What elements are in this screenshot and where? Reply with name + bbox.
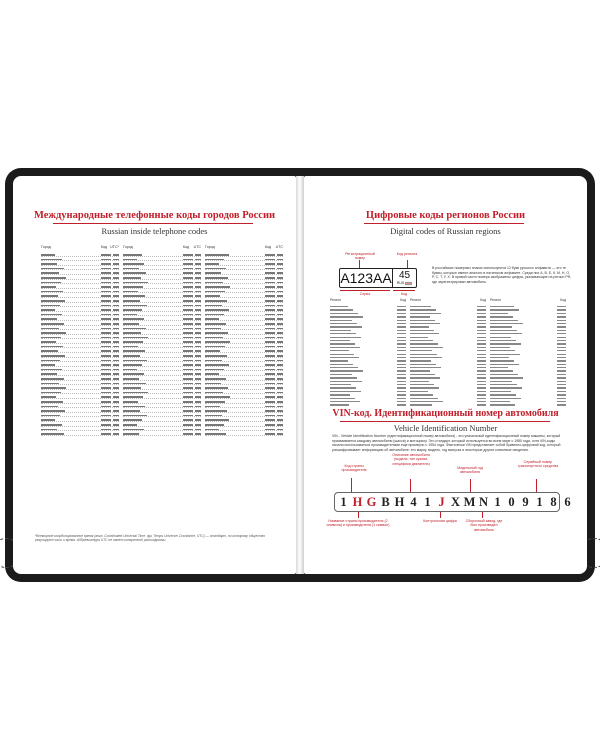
vin-code [338,494,573,510]
vin-pointer [358,512,359,518]
vin-character: 9 [522,494,529,509]
page-spine [296,176,304,574]
vin-character: 1 [424,494,431,509]
phone-table-header-cell: Код [182,245,189,249]
phone-codes-column-1 [41,245,119,436]
phone-table-header-cell: Город [123,245,133,249]
planner-spread [5,168,595,582]
table-row [41,431,119,436]
vin-character: 6 [564,494,571,509]
region-table-header-cell: Регион [490,298,501,302]
vin-subtitle: Vehicle Identification Number [393,423,498,433]
vin-pointer [482,512,483,518]
vin-character: B [381,494,390,509]
vin-pointer [410,479,411,492]
left-page [13,176,296,574]
plate-series-bracket [340,290,390,291]
title-rule [364,223,524,224]
region-table-header [410,298,486,302]
plate-label-region: Код региона [396,252,418,256]
license-plate [339,268,417,288]
table-row [490,403,566,406]
plate-number: А123АА [340,270,392,286]
plate-pointer [407,260,408,268]
plate-pointer [359,260,360,268]
phone-table-header [205,245,283,249]
vin-character: G [366,494,377,509]
vin-label-check-digit: Контрольная цифра [423,519,457,523]
vin-label-serial-number: Серийный номер транспортного средства [517,460,559,469]
phone-codes-column-3 [205,245,283,436]
plate-label-series: Серия [359,292,371,296]
vin-character: H [394,494,405,509]
vin-title-rule [340,421,550,422]
vin-label-manufacturer: Название страны производителя (2 символа) и производителя (1 символ) [326,519,390,528]
vin-pointer [440,512,441,518]
phone-table-header-cell: Город [205,245,215,249]
phone-codes-column-2 [123,245,201,436]
vin-label-model-year: Модельный год автомобиля [457,466,483,475]
vin-character: 0 [508,494,515,509]
russian-flag-icon [405,282,412,285]
vin-character: H [352,494,363,509]
vin-pointer [470,479,471,492]
vin-character: 4 [410,494,417,509]
phone-table-header-cell: UTC [193,245,201,249]
plate-description: В российских номерных знаках используются 12 букв русского алфавита — это те буквы, которые имеют аналоги в латинском алфавите. Среди них А, В, Е, К, М, Н, О, Р, С, Т, У, Х. В правой части номера изображены цифры, указывающие на регион РФ, где зарегистрирован автомобиль. [432,266,572,285]
table-row [330,403,406,406]
vin-character: N [478,494,489,509]
phone-table-header-cell: UTC* [110,245,119,249]
phone-table-header-cell: UTC [275,245,283,249]
region-codes-subtitle: Digital codes of Russian regions [390,226,501,236]
title-rule [53,223,253,224]
vin-character: 8 [550,494,557,509]
region-table-header-cell: Код [400,298,406,302]
table-row [205,431,283,436]
utc-footnote: *Всемирное координированное время (англ. Coordinated Universal Time, фр. Temps Universel Coordonné, UTC) — стандарт, по которому общество регулирует часы и время. Аббревиатура UTC не имеет конкретной расшифровки. [35,534,266,543]
phone-table-header [41,245,119,249]
region-table-header-cell: Код [480,298,486,302]
table-row [123,431,201,436]
plate-country: RUS [396,281,405,285]
vin-character: 1 [340,494,347,509]
region-table-header [490,298,566,302]
table-row [410,403,486,406]
vin-character: J [438,494,445,509]
plate-label-code: Код [400,292,408,296]
vin-pointer [536,479,537,492]
vin-pointer [351,478,352,492]
phone-table-header [123,245,201,249]
vin-label-assembly-plant: Сборочный завод, где был произведен автомобиль [465,519,503,532]
region-codes-column-1 [330,298,406,407]
vin-character: M [463,494,476,509]
vin-label-vehicle-description: Описание автомобиля (модель, тип кузова, специфика двигателя) [392,453,430,466]
phone-codes-subtitle: Russian inside telephone codes [101,226,208,236]
vin-character: 1 [536,494,543,509]
region-codes-title: Цифровые коды регионов России [365,210,526,221]
region-codes-column-2 [410,298,486,407]
phone-codes-title: Международные телефонные коды городов России [33,210,276,221]
plate-country-row [397,281,412,285]
vin-title: VIN-код. Идентификационный номер автомобиля [332,408,559,419]
phone-table-header-cell: Код [100,245,107,249]
region-table-header [330,298,406,302]
plate-label-number: Регистрационный номер [345,252,375,261]
region-codes-column-3 [490,298,566,407]
right-page [304,176,587,574]
phone-table-header-cell: Город [41,245,51,249]
region-table-header-cell: Код [560,298,566,302]
vin-character: X [450,494,461,509]
phone-table-header-cell: Код [264,245,271,249]
region-table-header-cell: Регион [410,298,421,302]
vin-description: VIN - Vehicle Identification Number (идентификационный номер автомобиля) - это уникальный идентификационный номер машины, который присваивается каждому автомобилю (шасси) и мотоциклу. Это стандарт, который используется во всем мире с 1980 года, хотя VIN-коды начали использоваться производителями еще примерно с 1954 года. Фактически VIN представляет собой буквенно-цифровой код, который расшифровывает информацию об автомобиле: его марку, модель, год выпуска и некоторые другие ключевые сведения. [332,434,561,453]
vin-character: 1 [494,494,501,509]
vin-label-country-code: Код страны производителя [341,464,367,473]
region-table-header-cell: Регион [330,298,341,302]
plate-code-bracket [393,290,415,291]
plate-region-code: 45 [398,270,411,281]
plate-region-block [393,269,416,287]
